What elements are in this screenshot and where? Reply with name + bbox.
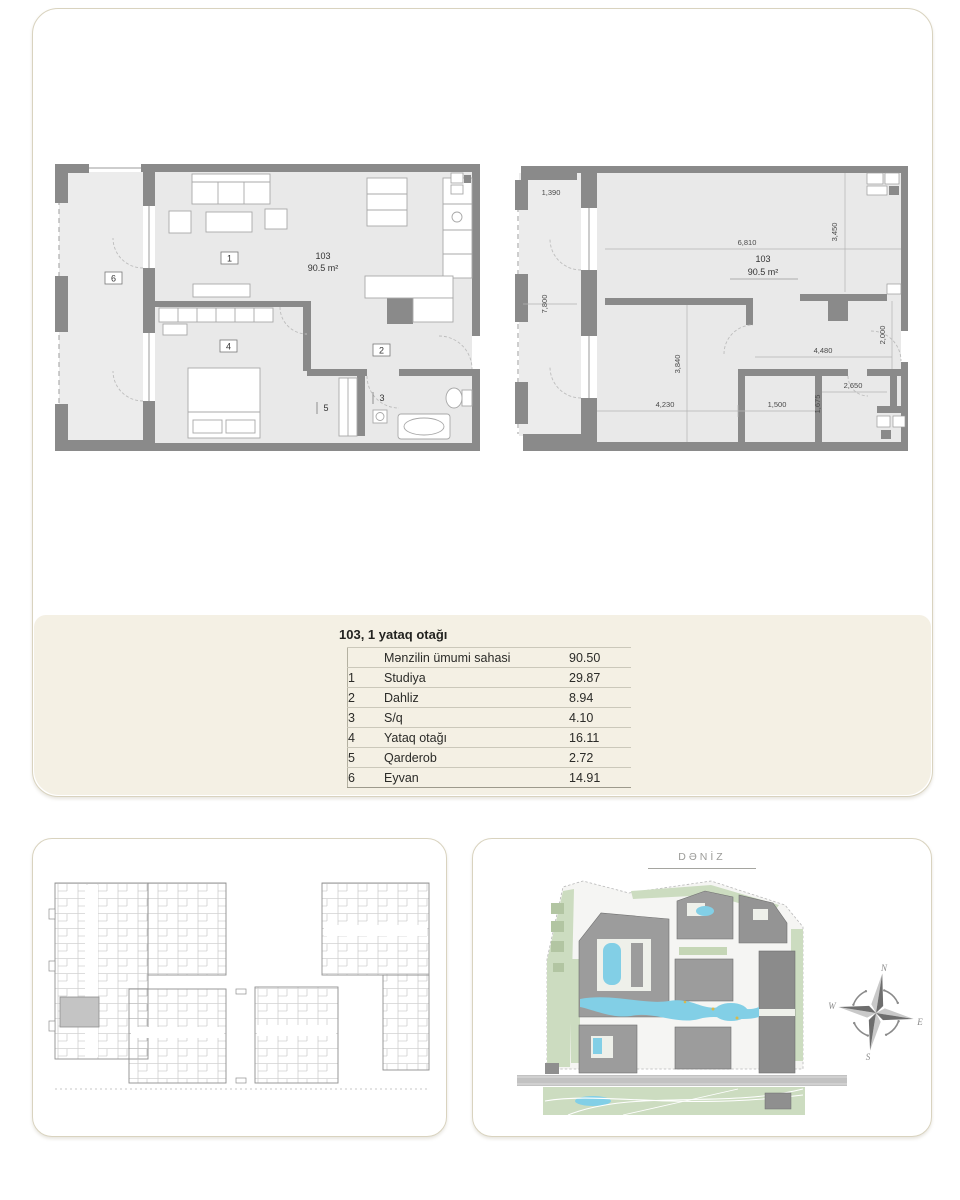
room-label-2: 2 bbox=[378, 345, 385, 356]
unit-area: 90.5 m² bbox=[307, 263, 339, 273]
area-table-panel bbox=[34, 615, 931, 795]
room-label-6: 6 bbox=[110, 273, 117, 284]
room-label-3: 3 bbox=[379, 393, 385, 403]
table-row: 6 Eyvan 14.91 bbox=[348, 768, 632, 788]
dim-bedroom-height: 3,840 bbox=[673, 354, 682, 374]
site-plan-card bbox=[472, 838, 932, 1137]
room-label-4: 4 bbox=[225, 341, 232, 352]
compass-north: N bbox=[880, 963, 888, 973]
apartment-sheet-card bbox=[32, 8, 933, 797]
total-area-label: Mənzilin ümumi sahasi bbox=[384, 648, 569, 668]
unit-area: 90.5 m² bbox=[747, 267, 779, 277]
dim-bath-width: 2,650 bbox=[843, 381, 863, 390]
room-label-1: 1 bbox=[226, 253, 233, 264]
area-breakdown-table bbox=[347, 647, 631, 788]
compass bbox=[828, 963, 923, 1062]
building-blocks bbox=[55, 883, 429, 1083]
dim-balcony-width: 1,390 bbox=[541, 188, 561, 197]
table-row: 3 S/q 4.10 bbox=[348, 708, 632, 728]
dim-hall-width: 1,500 bbox=[767, 400, 787, 409]
room-label-5: 5 bbox=[323, 403, 329, 413]
table-row: 1 Studiya 29.87 bbox=[348, 668, 632, 688]
compass-star bbox=[833, 968, 920, 1057]
unit-number: 103 bbox=[315, 251, 331, 261]
table-row: 5 Qarderob 2.72 bbox=[348, 748, 632, 768]
table-row: 2 Dahliz 8.94 bbox=[348, 688, 632, 708]
site-master-plan bbox=[473, 839, 931, 1136]
floor-key-plan bbox=[33, 839, 446, 1136]
table-row: 4 Yataq otağı 16.11 bbox=[348, 728, 632, 748]
compass-south: S bbox=[865, 1052, 871, 1062]
dim-wardrobe-height: 1,675 bbox=[813, 394, 822, 414]
table-row-total bbox=[348, 648, 632, 668]
highlighted-unit bbox=[60, 997, 99, 1027]
road bbox=[517, 1075, 847, 1086]
floor-plan-dimensioned bbox=[515, 164, 910, 451]
dim-bedroom-width: 4,230 bbox=[655, 400, 675, 409]
total-area-value: 90.50 bbox=[569, 648, 631, 668]
compass-west: W bbox=[828, 1001, 836, 1011]
area-table bbox=[339, 627, 631, 788]
sea-label-text: DƏNİZ bbox=[678, 851, 726, 863]
table-title: 103, 1 yataq otağı bbox=[339, 627, 448, 642]
dim-corridor-width: 4,480 bbox=[813, 346, 833, 355]
compass-east: E bbox=[917, 1017, 923, 1027]
floor-key-plan-card bbox=[32, 838, 447, 1137]
dim-living-width: 6,810 bbox=[737, 238, 757, 247]
unit-number: 103 bbox=[755, 254, 771, 264]
dim-kitchen-height: 3,450 bbox=[830, 222, 839, 242]
dim-balcony-height: 7,800 bbox=[540, 294, 549, 314]
floor-plan-furnished bbox=[55, 164, 480, 451]
dim-entry-height: 2,000 bbox=[878, 325, 887, 345]
